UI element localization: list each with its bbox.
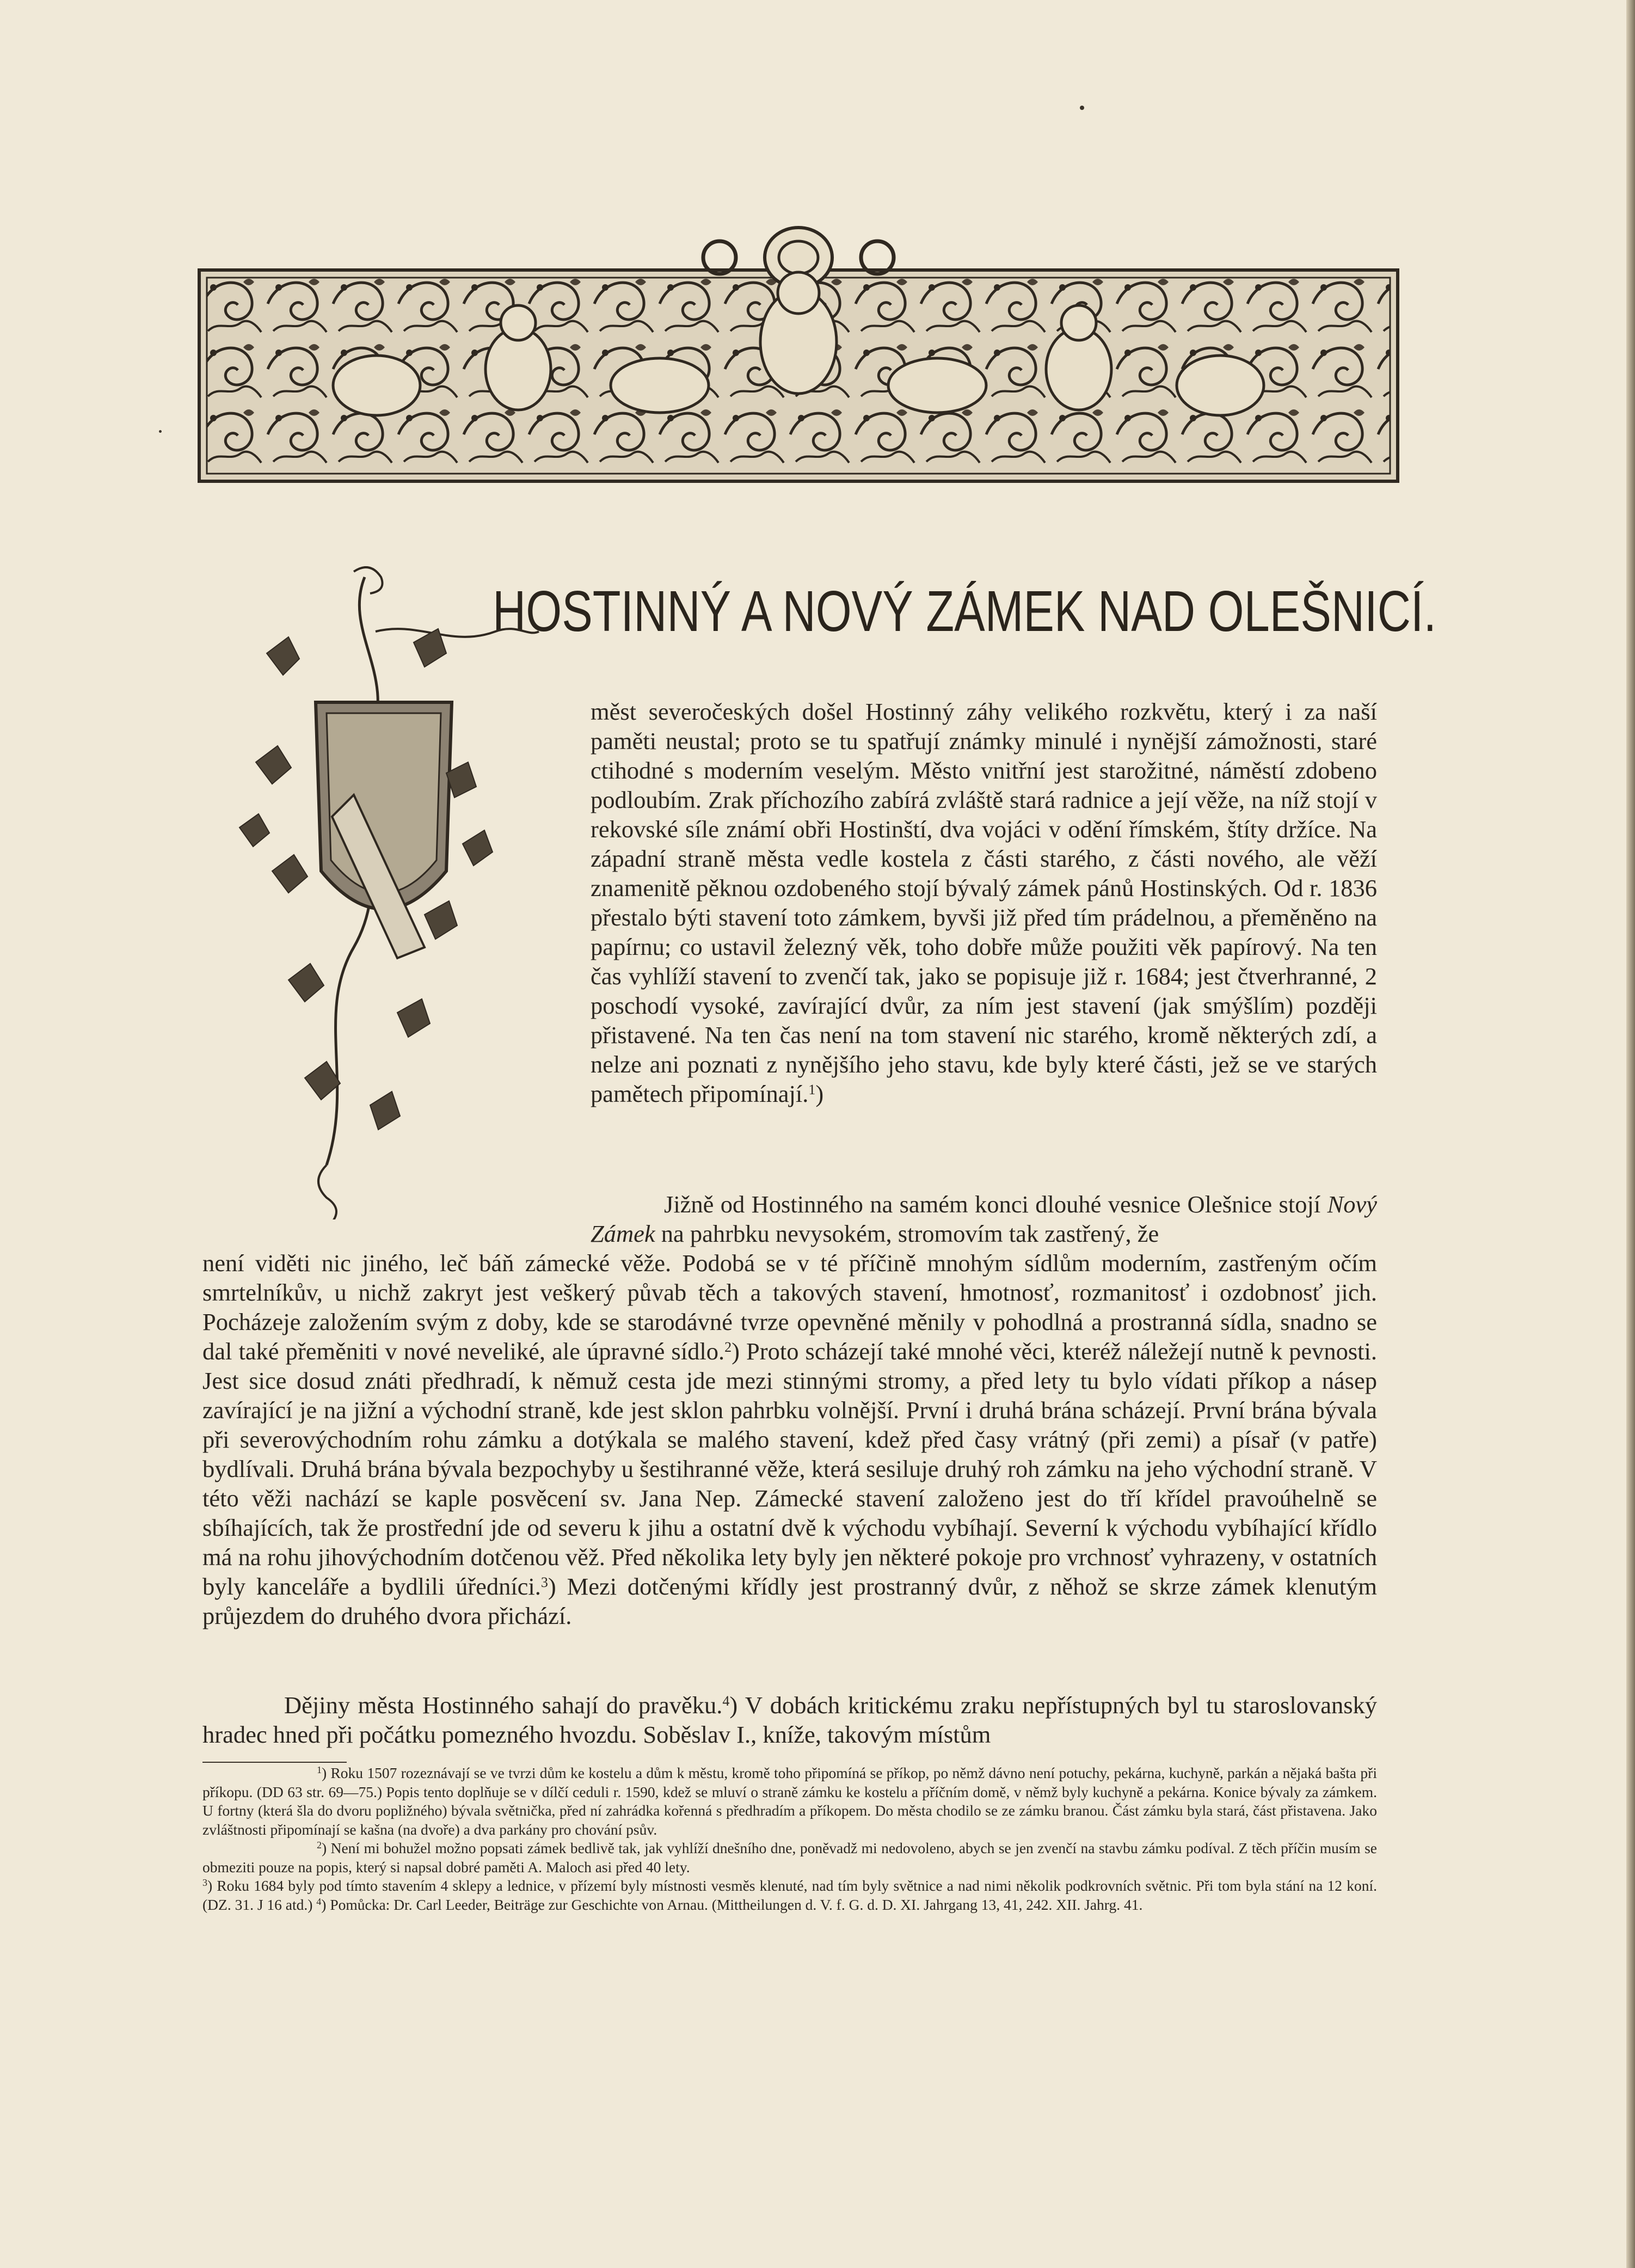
paragraph-3: Dějiny města Hostinného sahají do pravěku.$^4$) V dobách kritickému zraku nepřístupných byl tu staroslovanský hradec hned při počátku pomezného hvozdu. Soběslav I., kníže, takovým místům: [202, 1691, 1378, 1748]
paragraph-4-text-a: Dějiny města Hostinného sahají do pravěku.: [284, 1691, 723, 1719]
ivy-vignette-illustration: [190, 566, 582, 1219]
paragraph-2-text-a: Jižně od Hostinného na samém konci dlouhé vesnice Olešnice stojí: [664, 1191, 1321, 1218]
footnote-4-mark: 4: [316, 1896, 322, 1907]
footnote-1-mark: 1: [317, 1764, 322, 1775]
ink-speck: [1080, 106, 1084, 110]
footnote-2-mark: 2: [317, 1840, 322, 1850]
footnote-2-text: Není mi bohužel možno popsati zámek bedlivě tak, jak vyhlíží dnešního dne, poněvadž mi nedovoleno, abych se jen zvenčí na stavbu zámku podíval. Z těch příčin musím se obmeziti pouze na popis, který si napsal dobré paměti A. Maloch asi před 40 lety.: [202, 1840, 1377, 1875]
footnote-3-text: Roku 1684 byly pod tímto stavením 4 sklepy a lednice, v přízemí byly místnosti vesměs klenuté, nad tím byly světnice a nad nimi několik podkrovních světnic. Při tom byla stání na 12 koní. (DZ. 31. J 16 atd.): [202, 1877, 1377, 1913]
footnote-ref-1: 1: [808, 1082, 816, 1098]
paragraph-1: měst severočeských došel Hostinný záhy velikého rozkvětu, který i za naší paměti neustal; proto se tu spatřují známky minulé i nynější zámožnosti, staré ctihodné s moderním veselým. Město vnitřní jest starožitné, náměstí zdobeno podloubím. Zrak příchozího zabírá zvláště stará radnice a její věže, na níž stojí v rekovské síle známí obři Hostinští, dva vojáci v odění římském, štíty držíce. Na západní straně města vedle kostela z části starého, z části nového, ale věží znamenitě pěknou ozdobeného stojí bývalý zámek pánů Hostinských. Od r. 1836 přestalo býti stavení toto zámkem, byvši již před tím prádelnou, a přeměněno na papírnu; co ustavil železný věk, toho dobře může použiti věk papírový. Na ten čas vyhlíží stavení to zvenčí tak, jako se popisuje již r. 1684; jest čtverhranné, 2 poschodí vysoké, zavírající dvůr, za ním jest stavení (jak smýšlím) později přistavené. Na ten čas není na tom stavení nic starého, kromě některých zdí, a nelze ani poznati z nynějšího jeho stavu, kde byly které části, jež se ve starých pamětech připomínají.$^1$): [591, 698, 1377, 1107]
footnote-rule: [202, 1762, 347, 1763]
footnote-ref-3: 3: [540, 1574, 548, 1590]
page-title: HOSTINNÝ A NOVÝ ZÁMEK NAD OLEŠNICÍ.: [493, 579, 1437, 643]
footnote-ref-4: 4: [722, 1693, 730, 1709]
footnote-1-text: Roku 1507 rozeznávají se ve tvrzi dům ke kostelu a dům k městu, kromě toho připomíná se příkop, po němž dávno není potuchy, pekárna, kuchyně, parkán a nějaká bašta při příkopu. (DD 63 str. 69—75.) Popis tento doplňuje se v dílčí ceduli r. 1590, kdež se mluví o straně zámku ke kostelu a příčním domě, v němž byly kuchyně a pekárna. Konice bývaly za zámkem. U fortny (která šla do dvoru popližného) bývala světnička, před ní zahrádka kořenná s předhradím a příkopem. Do města chodilo se ze zámku branou. Část zámku byla stará, část přistavena. Jako zvláštnosti připomínají se kašna (na dvoře) a dva parkány pro chování psův.: [202, 1764, 1377, 1838]
ink-speck: [159, 430, 162, 433]
footnotes: [202, 1764, 1377, 1914]
footnote-3-4: $^3$) Roku 1684 byly pod tímto stavením 4 sklepy a lednice, v přízemí byly místnosti vesměs klenuté, nad tím byly světnice a nad nimi několik podkrovních světnic. Při tom byla stání na 12 koní. (DZ. 31. J 16 atd.) $^4$) Pomůcka: Dr. Carl Leeder, Beiträge zur Geschichte von Arnau. (Mittheilungen d. V. f. G. d. D. XI. Jahrgang 13, 41, 242. XII. Jahrg. 41.: [202, 1877, 1377, 1913]
header-ornament-band: [197, 206, 1400, 483]
footnote-1: $^1$) Roku 1507 rozeznávají se ve tvrzi dům ke kostelu a dům k městu, kromě toho připomíná se příkop, po němž dávno není potuchy, pekárna, kuchyně, parkán a nějaká bašta při příkopu. (DD 63 str. 69—75.) Popis tento doplňuje se v dílčí ceduli r. 1590, kdež se mluví o straně zámku ke kostelu a příčním domě, v němž byly kuchyně a pekárna. Konice bývaly za zámkem. U fortny (která šla do dvoru popližného) bývala světnička, před ní zahrádka kořenná s předhradím a příkopem. Do města chodilo se ze zámku branou. Část zámku byla stará, část přistavena. Jako zvláštnosti připomínají se kašna (na dvoře) a dva parkány pro chování psův.: [202, 1764, 1377, 1838]
paragraph-3-text-b: Proto scházejí také mnohé věci, kteréž náležejí nutně k pevnosti. Jest sice dosud znáti předhradí, k němuž cesta jde mezi stinnými stromy, a před lety tu bylo vídati příkop a násep zavírající je na jižní a východní straně, kde jest sklon pahrbku volnější. První i druhá brána scházejí. První brána bývala při severovýchodním rohu zámku a dotýkala se malého stavení, kdež před časy vrátný (při zemi) a písař (v patře) bydlívali. Druhá brána bývala bezpochyby u šestihranné věže, která sesiluje druhý roh zámku na jeho východní straně. V této věži nachází se kaple posvěcení sv. Jana Nep. Zámecké stavení založeno jest do tří křídel pravoúhelně se sbíhajících, tak že prostřední jde od severu k jihu a ostatní dvě k východu vybíhají. Severní k východu vybíhající křídlo má na rohu jihovýchodním dotčenou věž. Před několika lety byly jen některé pokoje pro vrchnosť vyhrazeny, v ostatních byly kanceláře a bydlili úředníci.: [202, 1338, 1377, 1600]
paragraph-2-start: [591, 1190, 1377, 1248]
paragraph-2-text-b: na pahrbku nevysokém, stromovím tak zastřený, že: [661, 1220, 1159, 1247]
footnote-2: $^2$) Není mi bohužel možno popsati zámek bedlivě tak, jak vyhlíží dnešního dne, poněvadž mi nedovoleno, abych se jen zvenčí na stavbu zámku podíval. Z těch příčin musím se obmeziti pouze na popis, který si napsal dobré paměti A. Maloch asi před 40 lety.: [202, 1840, 1377, 1875]
footnote-3-mark: 3: [202, 1877, 207, 1888]
paragraph-3-text-a: není viděti nic jiného, leč báň zámecké věže. Podobá se v té příčině mnohým sídlům moderním, zastřeným očím smrtelníkův, u nichž zakryt jest veškerý půvab těch a takových stavení, hmotnosť, rozmanitosť i ozdobnosť jich. Pocházeje založením svým z doby, kde se starodávné tvrze opevněné měnily v pohodlná a prostranná sídla, snadno se dal také přeměniti v nové neveliké, ale úpravné sídlo.: [202, 1249, 1377, 1365]
paragraph-2-continued: není viděti nic jiného, leč báň zámecké věže. Podobá se v té příčině mnohým sídlům moderním, zastřeným očím smrtelníkův, u nichž zakryt jest veškerý půvab těch a takových stavení, hmotnosť, rozmanitosť i ozdobnosť jich. Pocházeje založením svým z doby, kde se starodávné tvrze opevněné měnily v pohodlná a prostranná sídla, snadno se dal také přeměniti v nové neveliké, ale úpravné sídlo.$^2$) Proto scházejí také mnohé věci, kteréž náležejí nutně k pevnosti. Jest sice dosud znáti předhradí, k němuž cesta jde mezi stinnými stromy, a před lety tu bylo vídati příkop a násep zavírající je na jižní a východní straně, kde jest sklon pahrbku volnější. První i druhá brána scházejí. První brána bývala při severovýchodním rohu zámku a dotýkala se malého stavení, kdež před časy vrátný (při zemi) a písař (v patře) bydlívali. Druhá brána bývala bezpochyby u šestihranné věže, která sesiluje druhý roh zámku na jeho východní straně. V této věži nachází se kaple posvěcení sv. Jana Nep. Zámecké stavení založeno jest do tří křídel pravoúhelně se sbíhajících, tak že prostřední jde od severu k jihu a ostatní dvě k východu vybíhají. Severní k východu vybíhající křídlo má na rohu jihovýchodním dotčenou věž. Před několika lety byly jen některé pokoje pro vrchnosť vyhrazeny, v ostatních byly kanceláře a bydlili úředníci.$^3$) Mezi dotčenými křídly jest prostranný dvůr, z něhož se skrze zámek klenutým průjezdem do druhého dvora přichází.: [202, 1249, 1377, 1629]
footnote-4-text: Pomůcka: Dr. Carl Leeder, Beiträge zur Geschichte von Arnau. (Mittheilungen d. V. f. G. d. D. XI. Jahrgang 13, 41, 242. XII. Jahrg. 41.: [330, 1896, 1143, 1913]
paragraph-1-text: měst severočeských došel Hostinný záhy velikého rozkvětu, který i za naší paměti neustal; proto se tu spatřují známky minulé i nynější zámožnosti, staré ctihodné s moderním veselým. Město vnitřní jest starožitné, náměstí zdobeno podloubím. Zrak příchozího zabírá zvláště stará radnice a její věže, na níž stojí v rekovské síle známí obři Hostinští, dva vojáci v odění římském, štíty držíce. Na západní straně města vedle kostela z části starého, z části nového, ale věží znamenitě pěknou ozdobeného stojí bývalý zámek pánů Hostinských. Od r. 1836 přestalo býti stavení toto zámkem, byvši již před tím prádelnou, a přeměněno na papírnu; co ustavil železný věk, toho dobře může použiti věk papírový. Na ten čas vyhlíží stavení to zvenčí tak, jako se popisuje již r. 1684; jest čtverhranné, 2 poschodí vysoké, zavírající dvůr, za ním jest stavení (jak smýšlím) později přistavené. Na ten čas není na tom stavení nic starého, kromě některých zdí, a nelze ani poznati z nynějšího jeho stavu, kde byly které části, jež se ve starých pamětech připomínají.: [591, 698, 1377, 1107]
paragraph-4-text-b: V dobách kritickému zraku nepřístupných byl tu staroslovanský hradec hned při počátku pomezného hvozdu. Soběslav I., kníže, takovým místům: [202, 1691, 1378, 1748]
paragraph-3-text-c: Mezi dotčenými křídly jest prostranný dvůr, z něhož se skrze zámek klenutým průjezdem do druhého dvora přichází.: [202, 1573, 1377, 1629]
binding-edge: [1626, 0, 1635, 2268]
paragraph-2-italic-name: Nový Zámek: [591, 1191, 1378, 1247]
footnote-ref-2: 2: [724, 1339, 732, 1355]
